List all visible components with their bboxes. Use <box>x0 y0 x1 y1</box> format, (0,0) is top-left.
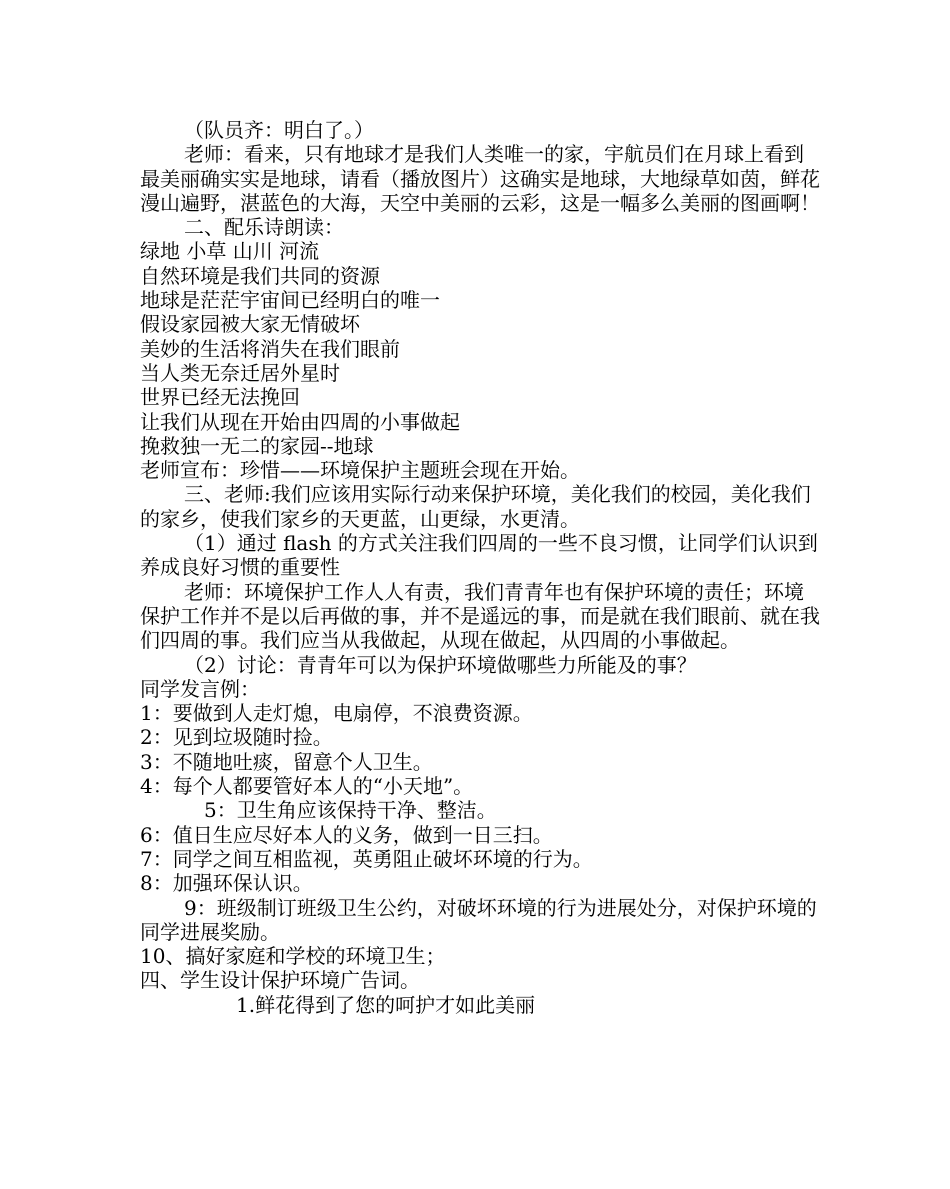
poem-line: 假设家园被大家无情破坏 <box>140 312 360 337</box>
poem-line: 世界已经无法挽回 <box>140 385 300 410</box>
list-item: 7：同学之间互相监视，英勇阻止破坏环境的行为。 <box>140 846 593 871</box>
poem-line: 美妙的生活将消失在我们眼前 <box>140 336 400 361</box>
list-item: 2：见到垃圾随时捡。 <box>140 725 333 750</box>
paragraph-team-reply: （队员齐：明白了。） <box>184 118 374 142</box>
section-heading-slogan: 四、学生设计保护环境广告词。 <box>140 968 420 993</box>
document-body <box>140 118 820 1017</box>
poem-line: 让我们从现在开始由四周的小事做起 <box>140 409 460 434</box>
section-heading-poem: 二、配乐诗朗读： <box>184 215 344 240</box>
poem-line: 挽救独一无二的家园--地球 <box>140 433 374 458</box>
list-item: 1：要做到人走灯熄，电扇停，不浪费资源。 <box>140 701 533 726</box>
list-item: 9：班级制订班级卫生公约，对破坏环境的行为进展处分，对保护环境的同学进展奖励。 <box>140 895 817 944</box>
poem-line: 自然环境是我们共同的资源 <box>140 263 380 288</box>
paragraph-student-examples: 同学发言例： <box>140 676 260 701</box>
list-item: 10、搞好家庭和学校的环境卫生； <box>140 944 446 969</box>
list-item: 4：每个人都要管好本人的“小天地”。 <box>140 774 474 799</box>
poem-line: 地球是茫茫宇宙间已经明白的唯一 <box>140 288 440 313</box>
list-item: 5：卫生角应该保持干净、整洁。 <box>204 798 497 823</box>
slogan-item: 1.鲜花得到了您的呵护才如此美丽 <box>236 992 536 1017</box>
paragraph-teacher-earth: 老师：看来，只有地球才是我们人类唯一的家，宇航员们在月球上看到最美丽确实实是地球，请看（播放图片）这确实是地球，大地绿草如茵，鲜花漫山遍野，湛蓝色的大海，天空中美丽的云彩，这是一幅多么美丽的图画啊！ <box>140 142 820 215</box>
poem-line: 当人类无奈迁居外星时 <box>140 360 340 385</box>
list-item: 3：不随地吐痰，留意个人卫生。 <box>140 749 433 774</box>
list-item: 8：加强环保认识。 <box>140 871 313 896</box>
paragraph-teacher-announce: 老师宣布：珍惜——环境保护主题班会现在开始。 <box>140 458 580 483</box>
paragraph-discussion: （2）讨论：青青年可以为保护环境做哪些力所能及的事？ <box>184 652 697 677</box>
paragraph-flash: （1）通过 flash 的方式关注我们四周的一些不良习惯，让同学们认识到养成良好习惯的重要性 <box>140 531 818 580</box>
poem-line: 绿地 小草 山川 河流 <box>140 239 320 264</box>
list-item: 6：值日生应尽好本人的义务，做到一日三扫。 <box>140 822 553 847</box>
paragraph-teacher-responsibility: 老师：环境保护工作人人有责，我们青青年也有保护环境的责任；环境保护工作并不是以后再做的事，并不是遥远的事，而是就在我们眼前、就在我们四周的事。我们应当从我做起，从现在做起，从四周的小事做起。 <box>140 579 820 653</box>
section-heading-action: 三、老师:我们应该用实际行动来保护环境，美化我们的校园，美化我们的家乡，使我们家乡的天更蓝，山更绿，水更清。 <box>140 482 811 531</box>
